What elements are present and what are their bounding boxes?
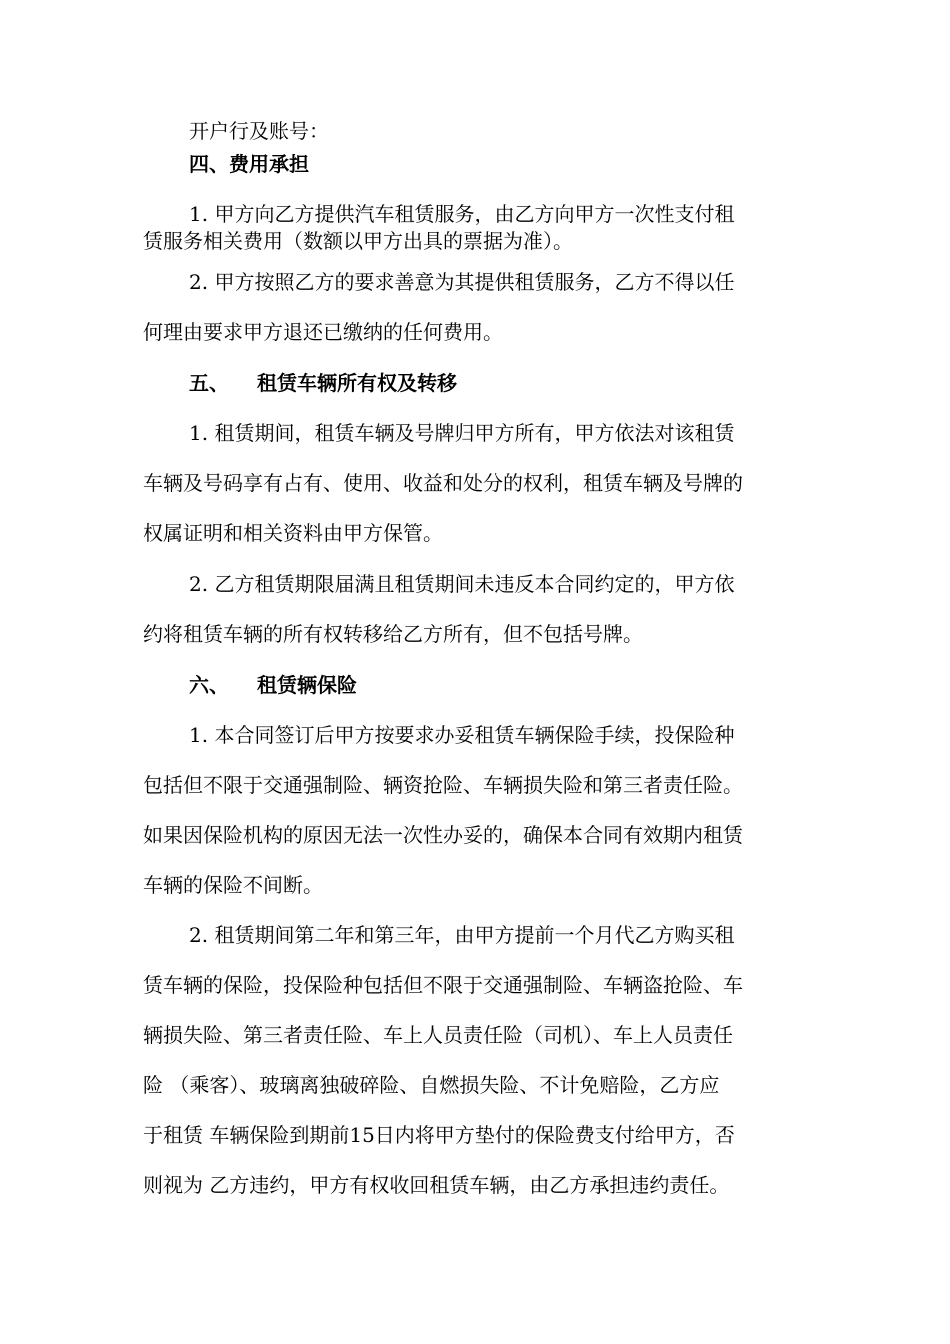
section-6-title: 租赁辆保险 bbox=[257, 673, 357, 697]
section-4-paragraph-2-line-1: 2. 甲方按照乙方的要求善意为其提供租赁服务，乙方不得以任 bbox=[189, 270, 735, 294]
section-5-paragraph-2-line-1: 2. 乙方租赁期限届满且租赁期间未违反本合同约定的，甲方依 bbox=[189, 572, 735, 596]
section-6-heading bbox=[189, 673, 357, 697]
section-4-paragraph-1-line-2: 赁服务相关费用（数额以甲方出具的票据为准）。 bbox=[143, 229, 573, 253]
section-5-title: 租赁车辆所有权及转移 bbox=[257, 371, 457, 395]
section-5-paragraph-2-line-2: 约将租赁车辆的所有权转移给乙方所有，但不包括号牌。 bbox=[143, 622, 643, 646]
section-6-paragraph-2-line-5: 于租赁 车辆保险到期前15日内将甲方垫付的保险费支付给甲方，否 bbox=[143, 1123, 735, 1147]
section-6-paragraph-2-line-6: 则视为 乙方违约，甲方有权收回租赁车辆，由乙方承担违约责任。 bbox=[143, 1173, 730, 1197]
section-5-paragraph-1-line-1: 1. 租赁期间，租赁车辆及号牌归甲方所有，甲方依法对该租赁 bbox=[189, 421, 735, 445]
section-4-paragraph-1-line-1: 1. 甲方向乙方提供汽车租赁服务，由乙方向甲方一次性支付租 bbox=[189, 202, 735, 226]
section-4-heading: 四、费用承担 bbox=[189, 152, 309, 176]
section-6-paragraph-2-line-4: 险 （乘客）、玻璃离独破碎险、自燃损失险、不计免赔险，乙方应 bbox=[143, 1073, 720, 1097]
section-6-paragraph-1-line-3: 如果因保险机构的原因无法一次性办妥的，确保本合同有效期内租赁 bbox=[143, 823, 743, 847]
section-6-paragraph-1-line-2: 包括但不限于交通强制险、辆资抢险、车辆损失险和第三者责任险。 bbox=[143, 773, 743, 797]
section-6-paragraph-1-line-1: 1. 本合同签订后甲方按要求办妥租赁车辆保险手续，投保险种 bbox=[189, 723, 735, 747]
section-6-number: 六、 bbox=[189, 673, 229, 697]
section-6-paragraph-1-line-4: 车辆的保险不间断。 bbox=[143, 873, 323, 897]
section-6-paragraph-2-line-1: 2. 租赁期间第二年和第三年，由甲方提前一个月代乙方购买租 bbox=[189, 923, 735, 947]
section-5-heading bbox=[189, 371, 457, 395]
section-6-paragraph-2-line-3: 辆损失险、第三者责任险、车上人员责任险（司机）、车上人员责任 bbox=[143, 1023, 733, 1047]
bank-account-label: 开户行及账号： bbox=[189, 119, 329, 143]
section-5-number: 五、 bbox=[189, 371, 229, 395]
section-6-paragraph-2-line-2: 赁车辆的保险，投保险种包括但不限于交通强制险、车辆盗抢险、车 bbox=[143, 973, 743, 997]
section-5-paragraph-1-line-2: 车辆及号码享有占有、使用、收益和处分的权利，租赁车辆及号牌的 bbox=[143, 471, 743, 495]
section-5-paragraph-1-line-3: 权属证明和相关资料由甲方保管。 bbox=[143, 521, 443, 545]
section-4-paragraph-2-line-2: 何理由要求甲方退还已缴纳的任何费用。 bbox=[143, 320, 503, 344]
